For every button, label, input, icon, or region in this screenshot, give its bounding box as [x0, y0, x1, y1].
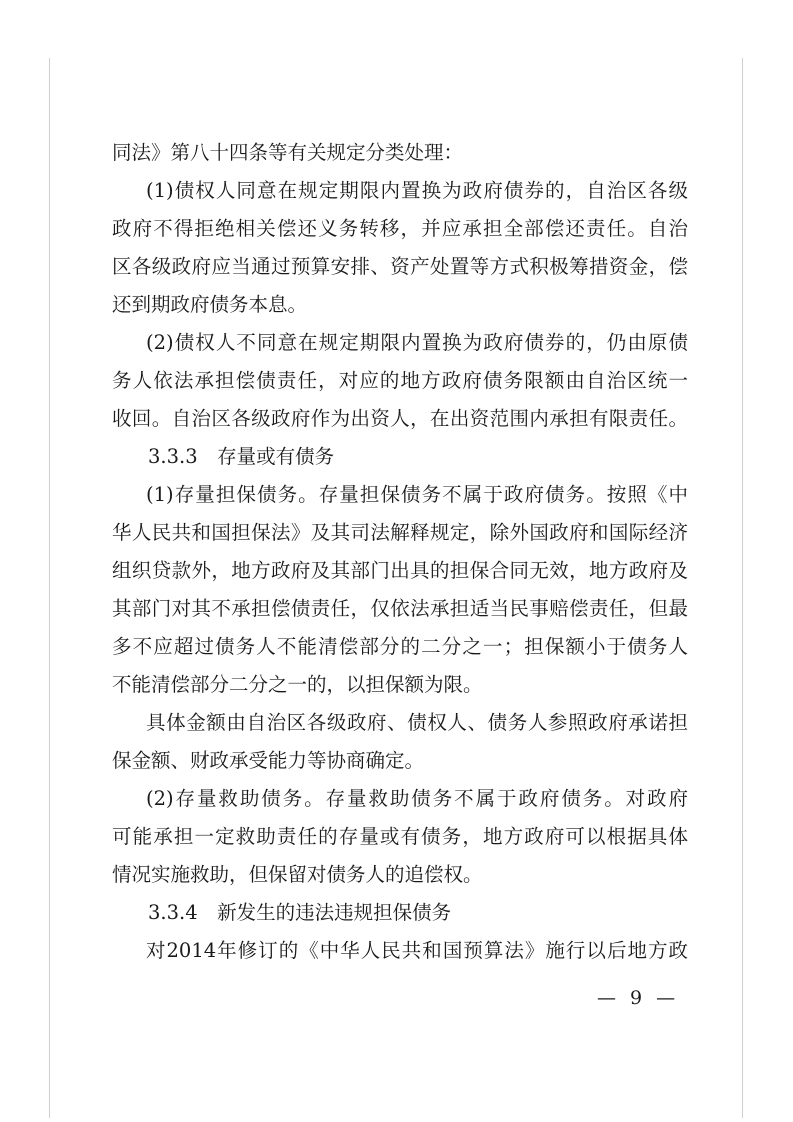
paragraph-start-line: (1)存量担保债务。存量担保债务不属于政府债务。按照《中 [146, 483, 688, 506]
text-line: 多不应超过债务人不能清偿部分的二分之一；担保额小于债务人 [112, 635, 688, 658]
paragraph-start-line: (2)存量救助债务。存量救助债务不属于政府债务。对政府 [146, 787, 688, 810]
paragraph-start-line: (2)债权人不同意在规定期限内置换为政府债券的，仍由原债 [146, 331, 688, 354]
text-line: 可能承担一定救助责任的存量或有债务，地方政府可以根据具体 [112, 825, 688, 848]
text-line: 保金额、财政承受能力等协商确定。 [112, 749, 425, 772]
text-line: 还到期政府债务本息。 [112, 293, 308, 316]
text-line: 情况实施救助，但保留对债务人的追偿权。 [112, 863, 483, 886]
document-body [112, 134, 688, 970]
paragraph-start-line: (1)债权人同意在规定期限内置换为政府债券的，自治区各级 [146, 179, 688, 202]
text-line: 其部门对其不承担偿债责任，仅依法承担适当民事赔偿责任，但最 [112, 597, 688, 620]
paragraph-start-line: 具体金额由自治区各级政府、债权人、债务人参照政府承诺担 [146, 711, 688, 734]
section-heading-3-3-4: 3.3.4 新发生的违法违规担保债务 [148, 901, 452, 924]
left-margin-rule [49, 58, 50, 1118]
text-line: 政府不得拒绝相关偿还义务转移，并应承担全部偿还责任。自治 [112, 217, 688, 240]
page-number: — 9 — [597, 987, 680, 1009]
text-line: 区各级政府应当通过预算安排、资产处置等方式积极筹措资金，偿 [112, 255, 688, 278]
text-line: 务人依法承担偿债责任，对应的地方政府债务限额由自治区统一 [112, 369, 688, 392]
text-line: 同法》第八十四条等有关规定分类处理： [112, 141, 464, 164]
right-margin-rule [742, 58, 743, 1118]
text-line: 组织贷款外，地方政府及其部门出具的担保合同无效，地方政府及 [112, 559, 688, 582]
text-line: 华人民共和国担保法》及其司法解释规定，除外国政府和国际经济 [112, 521, 688, 544]
paragraph-start-line: 对2014年修订的《中华人民共和国预算法》施行以后地方政 [146, 939, 688, 962]
section-heading-3-3-3: 3.3.3 存量或有债务 [148, 445, 335, 468]
text-line: 不能清偿部分二分之一的，以担保额为限。 [112, 673, 483, 696]
text-line: 收回。自治区各级政府作为出资人，在出资范围内承担有限责任。 [112, 407, 688, 430]
